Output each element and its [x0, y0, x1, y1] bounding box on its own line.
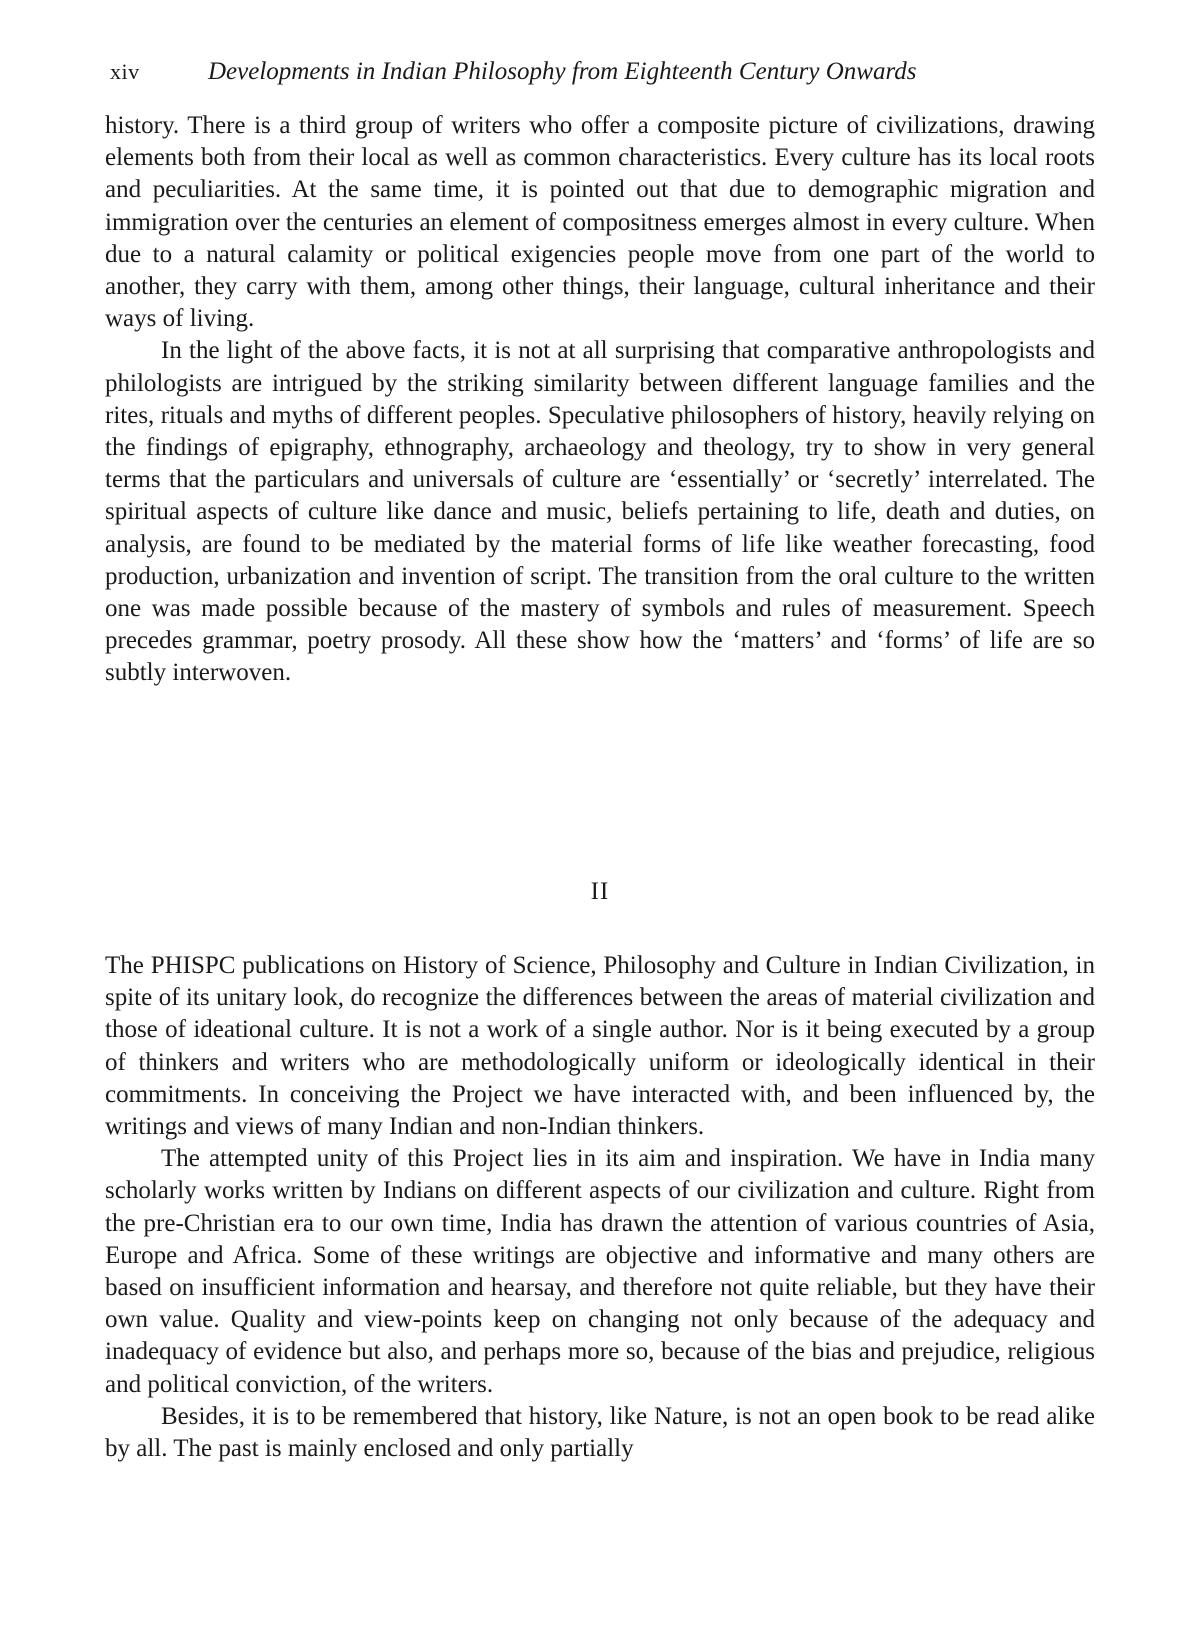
- paragraph: Besides, it is to be remembered that history, like Nature, is not an open book to be read alike by all. The past is mainly enclosed and only partially: [105, 1402, 1095, 1463]
- paragraph: In the light of the above facts, it is not at all surprising that comparative anthropologists and philologists are intrigued by the striking similarity between different language families and the rites, rituals and myths of different peoples. Speculative philosophers of history, heavily relying on the findings of epigraphy, ethnography, archaeology and theology, try to show in very general terms that the particulars and universals of culture are ‘essentially’ or ‘secretly’ interrelated. The spiritual aspects of culture like dance and music, beliefs pertaining to life, death and duties, on analysis, are found to be mediated by the material forms of life like weather forecasting, food production, urbanization and invention of script. The transition from the oral culture to the written one was made possible because of the mastery of symbols and rules of measurement. Speech precedes grammar, poetry prosody. All these show how the ‘matters’ and ‘forms’ of life are so subtly interwoven.: [105, 337, 1095, 687]
- section-two-body: [105, 950, 1095, 1465]
- paragraph: history. There is a third group of writers who offer a composite picture of civilizations, drawing elements both from their local as well as common characteristics. Every culture has its local roots and peculiarities. At the same time, it is pointed out that due to demographic migration and immigration over the centuries an element of compositness emerges almost in every culture. When due to a natural calamity or political exigencies people move from one part of the world to another, they carry with them, among other things, their language, cultural inheritance and their ways of living.: [105, 112, 1095, 333]
- page-number: xiv: [110, 59, 140, 84]
- paragraph: The PHISPC publications on History of Science, Philosophy and Culture in Indian Civilization, in spite of its unitary look, do recognize the differences between the areas of material civilization and those of ideational culture. It is not a work of a single author. Nor is it being executed by a group of thinkers and writers who are methodologically uniform or ideologically identical in their commitments. In conceiving the Project we have interacted with, and been influenced by, the writings and views of many Indian and non-Indian thinkers.: [105, 952, 1095, 1141]
- paragraph: The attempted unity of this Project lies in its aim and inspiration. We have in India many scholarly works written by Indians on different aspects of our civilization and culture. Right from the pre-Christian era to our own time, India has drawn the attention of various countries of Asia, Europe and Africa. Some of these writings are objective and informative and many others are based on insufficient information and hearsay, and therefore not quite reliable, but they have their own value. Quality and view-points keep on changing not only because of the adequacy and inadequacy of evidence but also, and perhaps more so, because of the bias and prejudice, religious and political conviction, of the writers.: [105, 1145, 1095, 1398]
- running-title: Developments in Indian Philosophy from Eighteenth Century Onwards: [208, 58, 917, 85]
- section-heading: II: [590, 878, 610, 905]
- section-one-body: [105, 110, 1095, 690]
- running-head: [110, 54, 1010, 90]
